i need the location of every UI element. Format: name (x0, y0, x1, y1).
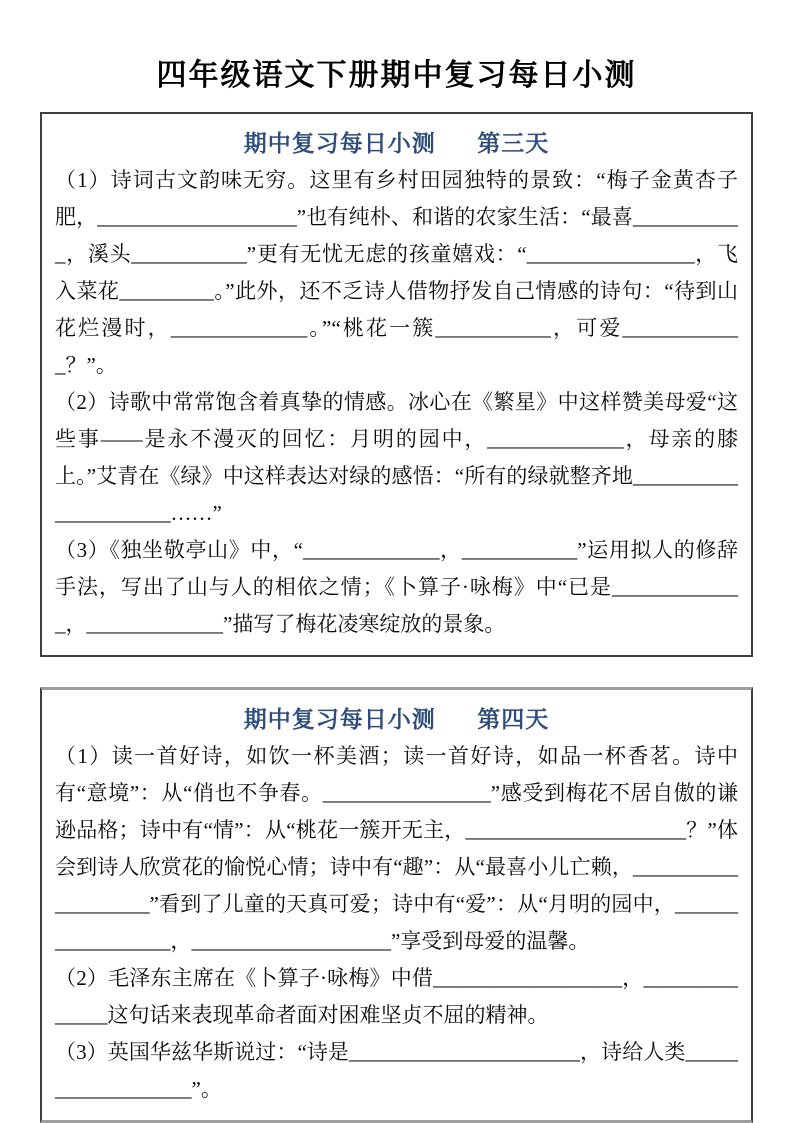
card-header-day3 (55, 125, 738, 158)
page-title: 四年级语文下册期中复习每日小测 (156, 59, 637, 92)
card-header-title: 期中复习每日小测 (243, 707, 436, 732)
quiz-card-day4 (40, 687, 753, 1123)
question-3-day3: （3）《独坐敬亭山》中，“_____________，___________”运用拟人的修辞手法，写出了山与人的相依之情；《卜算子·咏梅》中“已是_____________，_____________”描写了梅花凌寒绽放的景象。 (55, 538, 738, 636)
quiz-card-day3 (40, 112, 753, 657)
question-3-day4: （3）英国华兹华斯说过：“诗是______________________，诗给人类__________________”。 (55, 1040, 738, 1101)
card-header-day4 (55, 701, 738, 734)
question-2-day4: （2）毛泽东主席在《卜算子·咏梅》中借__________________，______________这句话来表现革命者面对困难坚贞不屈的精神。 (55, 966, 738, 1027)
card-header-day: 第三天 (477, 131, 550, 156)
question-2-day3: （2）诗歌中常常饱含着真挚的情感。冰心在《繁星》中这样赞美母爱“这些事——是永不漫灭的回忆：月明的园中，_____________，母亲的膝上。”艾青在《绿》中这样表达对绿的感悟：“所有的绿就整齐地_____________________……” (55, 390, 738, 525)
question-1-day4: （1）读一首好诗，如饮一杯美酒；读一首好诗，如品一杯香茗。诗中有“意境”：从“俏也不争春。________________”感受到梅花不居自傲的谦逊品格；诗中有“情”：从“桃花一簇开无主，_____________________？”体会到诗人欣赏花的愉悦心情；诗中有“趣”：从“最喜小儿亡赖，___________________”看到了儿童的天真可爱；诗中有“爱”：从“月明的园中，_________________，___________________”享受到母爱的温馨。 (55, 744, 738, 953)
card-header-day: 第四天 (477, 707, 550, 732)
question-1-day3: （1）诗词古文韵味无穷。这里有乡村田园独特的景致：“梅子金黄杏子肥，___________________”也有纯朴、和谐的农家生活：“最喜___________，溪头___________”更有无忧无虑的孩童嬉戏：“________________，飞入菜花_________。”此外，还不乏诗人借物抒发自己情感的诗句：“待到山花烂漫时，_____________。”“桃花一簇___________，可爱____________？”。 (55, 168, 738, 377)
card-header-title: 期中复习每日小测 (243, 131, 436, 156)
